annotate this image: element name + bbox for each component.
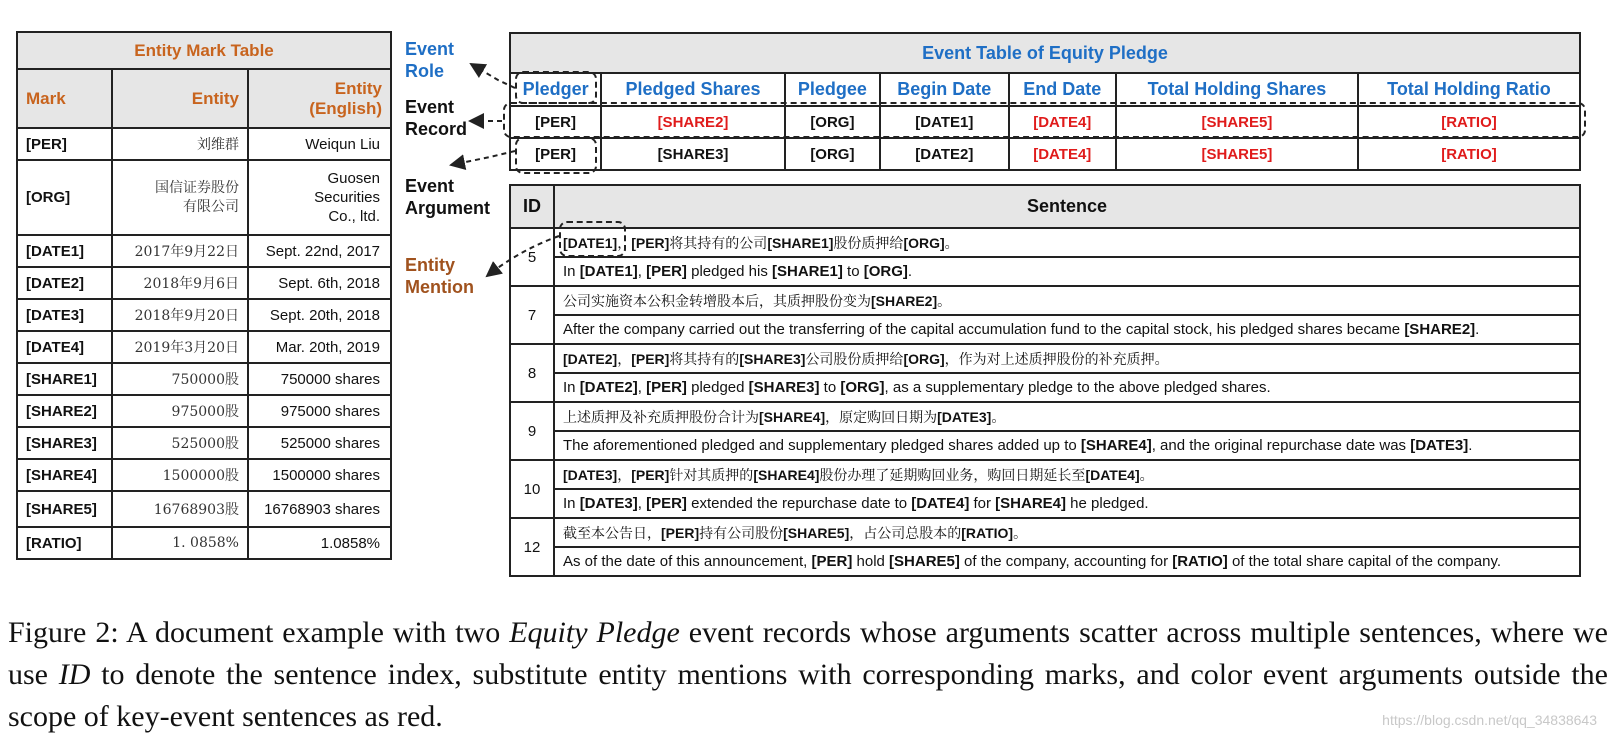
text-span: to <box>842 263 864 280</box>
entity-mark: [ORG] <box>840 379 885 396</box>
role-arrow <box>471 64 515 88</box>
entity-mark: [SHARE5] <box>783 524 850 541</box>
entity-mark: [SHARE1] <box>767 234 834 251</box>
event-header-pledged-shares: Pledged Shares <box>601 73 785 106</box>
text-span: 上述质押及补充质押股份合计为 <box>563 409 759 426</box>
sentence-id: 10 <box>510 460 554 518</box>
entity-mark: [ORG] <box>903 234 945 251</box>
entity-cell-mark: [SHARE3] <box>17 427 112 459</box>
text-span: pledged <box>686 379 749 396</box>
text-span: pledged his <box>686 263 773 280</box>
event-argument-cell: [DATE2] <box>880 138 1009 170</box>
entity-mark: [PER] <box>631 234 670 251</box>
entity-mention-label: Entity Mention <box>405 255 474 297</box>
entity-cell-zh: 975000股 <box>112 395 248 427</box>
entity-cell-mark: [SHARE5] <box>17 491 112 527</box>
text-span: , <box>637 379 647 396</box>
text-span: 。 <box>937 293 952 310</box>
entity-mark: [SHARE2] <box>1404 321 1476 338</box>
event-argument-cell: [DATE4] <box>1009 138 1116 170</box>
text-span: 。 <box>1139 467 1154 484</box>
entity-header-english: Entity (English) <box>248 69 391 128</box>
event-argument-cell: [SHARE5] <box>1116 106 1358 138</box>
mention-arrow <box>487 236 559 276</box>
text-span: event records whose arguments scatter across multiple sentences, where we use <box>8 616 1608 691</box>
entity-mark: [SHARE4] <box>995 495 1067 512</box>
entity-mark: [ORG] <box>863 263 908 280</box>
entity-cell-en: Mar. 20th, 2019 <box>248 331 391 363</box>
text-span: In <box>563 379 580 396</box>
text-span: 股份质押给 <box>833 235 904 252</box>
entity-mark: [DATE3] <box>579 495 638 512</box>
event-argument-cell: [RATIO] <box>1358 106 1580 138</box>
entity-mark: [SHARE2] <box>871 292 938 309</box>
entity-mark: [SHARE5] <box>889 553 960 570</box>
entity-mark: [PER] <box>646 495 687 512</box>
entity-header-mark: Mark <box>17 69 112 128</box>
text-span: 。 <box>944 235 959 252</box>
event-argument-cell: [ORG] <box>785 106 880 138</box>
entity-cell-zh: 525000股 <box>112 427 248 459</box>
entity-mark: [PER] <box>661 524 700 541</box>
entity-cell-zh: 2018年9月20日 <box>112 299 248 331</box>
entity-cell-zh: 2018年9月6日 <box>112 267 248 299</box>
event-argument-cell: [PER] <box>510 138 601 170</box>
event-header-pledger: Pledger <box>510 73 601 106</box>
text-span: 公司实施资本公积金转增股本后，其质押股份变为 <box>563 293 871 310</box>
text-span: to denote the sentence index, substitute entity mentions with corresponding marks, and color event arguments outside the scope of key-event sentences as red. <box>8 658 1608 733</box>
event-argument-cell: [DATE1] <box>880 106 1009 138</box>
event-header-total-holding-ratio: Total Holding Ratio <box>1358 73 1580 106</box>
text-span: . <box>907 263 913 280</box>
entity-mark: [RATIO] <box>1172 553 1228 570</box>
entity-mark: [DATE3] <box>937 408 992 425</box>
entity-mark: [ORG] <box>903 350 945 367</box>
entity-cell-en: Sept. 22nd, 2017 <box>248 235 391 267</box>
text-span: ， <box>617 351 632 368</box>
watermark: https://blog.csdn.net/qq_34838643 <box>1382 712 1597 728</box>
entity-cell-mark: [SHARE4] <box>17 459 112 491</box>
text-span: 将其持有的公司 <box>669 235 768 252</box>
event-argument-cell: [ORG] <box>785 138 880 170</box>
entity-cell-en: 525000 shares <box>248 427 391 459</box>
text-span: hold <box>852 553 890 570</box>
entity-mark: [DATE1] <box>579 263 638 280</box>
event-header-end-date: End Date <box>1009 73 1116 106</box>
text-span: In <box>563 495 580 512</box>
text-span: After the company carried out the transferring of the capital accumulation fund to the capital stock, his pledged shares became <box>563 321 1405 338</box>
entity-mark: [DATE3] <box>563 466 618 483</box>
entity-mark: [DATE2] <box>579 379 638 396</box>
event-role-label: Event Role <box>405 39 455 81</box>
text-span: , <box>637 495 647 512</box>
entity-cell-en: 975000 shares <box>248 395 391 427</box>
sentence-id: 7 <box>510 286 554 344</box>
entity-cell-zh: 750000股 <box>112 363 248 395</box>
entity-mark: [DATE4] <box>1085 466 1140 483</box>
text-span: As of the date of this announcement, <box>563 553 812 570</box>
text-span: ，作为对上述质押股份的补充质押。 <box>944 351 1169 368</box>
entity-cell-zh: 1500000股 <box>112 459 248 491</box>
italic-text: ID <box>58 658 91 691</box>
event-header-pledgee: Pledgee <box>785 73 880 106</box>
sentence-header-sentence: Sentence <box>554 185 1580 228</box>
entity-mark: [PER] <box>646 263 687 280</box>
entity-mark: [PER] <box>811 553 853 570</box>
text-span: The aforementioned pledged and supplementary pledged shares added up to <box>563 437 1081 454</box>
entity-mark: [DATE4] <box>911 495 970 512</box>
text-span: 将其持有的 <box>669 351 740 368</box>
entity-cell-en: Sept. 20th, 2018 <box>248 299 391 331</box>
entity-cell-mark: [DATE4] <box>17 331 112 363</box>
text-span: 。 <box>1013 525 1028 542</box>
sentence-id: 9 <box>510 402 554 460</box>
sentence-id: 8 <box>510 344 554 402</box>
entity-cell-en: Sept. 6th, 2018 <box>248 267 391 299</box>
entity-cell-mark: [DATE3] <box>17 299 112 331</box>
entity-cell-zh: 1. 0858% <box>112 527 248 559</box>
text-span: 针对其质押的 <box>669 467 754 484</box>
entity-mark: [SHARE1] <box>772 263 843 280</box>
entity-mark: [SHARE3] <box>748 379 820 396</box>
text-span: 股份办理了延期购回业务，购回日期延长至 <box>819 467 1086 484</box>
entity-cell-en: 750000 shares <box>248 363 391 395</box>
entity-mark: [PER] <box>646 379 687 396</box>
text-span: 公司股份质押给 <box>805 351 904 368</box>
entity-mark: [PER] <box>631 350 670 367</box>
entity-cell-mark: [DATE2] <box>17 267 112 299</box>
event-argument-cell: [PER] <box>510 106 601 138</box>
event-argument-cell: [SHARE2] <box>601 106 785 138</box>
event-argument-label: Event Argument <box>405 176 490 218</box>
italic-text: Equity Pledge <box>509 616 680 649</box>
entity-mark: [SHARE3] <box>739 350 806 367</box>
text-span: ， <box>617 467 632 484</box>
entity-cell-zh: 16768903股 <box>112 491 248 527</box>
text-span: of the company, accounting for <box>959 553 1173 570</box>
text-span: , <box>637 263 647 280</box>
entity-mark: [SHARE4] <box>1080 437 1152 454</box>
sentence-id: 12 <box>510 518 554 576</box>
event-argument-cell: [SHARE3] <box>601 138 785 170</box>
text-span: for <box>969 495 996 512</box>
entity-cell-mark: [RATIO] <box>17 527 112 559</box>
entity-mark: [DATE2] <box>563 350 618 367</box>
text-span: 截至本公告日， <box>563 525 661 542</box>
text-span: ，占公司总股本的 <box>849 525 962 542</box>
event-argument-cell: [DATE4] <box>1009 106 1116 138</box>
entity-cell-en: 1500000 shares <box>248 459 391 491</box>
event-record-label: Event Record <box>405 97 468 139</box>
entity-table-title: Entity Mark Table <box>17 32 391 69</box>
figure-caption <box>8 612 1608 737</box>
sentence-id: 5 <box>510 228 554 286</box>
entity-header-entity: Entity <box>112 69 248 128</box>
text-span: he pledged. <box>1066 495 1149 512</box>
text-span: extended the repurchase date to <box>686 495 912 512</box>
text-span: 。 <box>991 409 1006 426</box>
text-span: ，原定购回日期为 <box>825 409 938 426</box>
argument-arrow <box>451 151 515 165</box>
entity-mark: [SHARE4] <box>759 408 826 425</box>
entity-cell-mark: [PER] <box>17 128 112 160</box>
text-span: , as a supplementary pledge to the above pledged shares. <box>884 379 1271 396</box>
event-argument-cell: [SHARE5] <box>1116 138 1358 170</box>
entity-mark: [DATE3] <box>1410 437 1469 454</box>
entity-cell-mark: [DATE1] <box>17 235 112 267</box>
entity-cell-en: 1.0858% <box>248 527 391 559</box>
entity-cell-en: Guosen Securities Co., ltd. <box>248 160 391 235</box>
text-span: ， <box>617 235 632 252</box>
event-argument-cell: [RATIO] <box>1358 138 1580 170</box>
text-span: of the total share capital of the company. <box>1227 553 1501 570</box>
text-span: to <box>819 379 841 396</box>
entity-cell-zh: 国信证券股份 有限公司 <box>112 160 248 235</box>
sentence-header-id: ID <box>510 185 554 228</box>
entity-mark: [DATE1] <box>563 234 618 251</box>
text-span: , and the original repurchase date was <box>1151 437 1411 454</box>
entity-cell-zh: 刘维群 <box>112 128 248 160</box>
text-span: . <box>1468 437 1473 454</box>
text-span: 持有公司股份 <box>699 525 784 542</box>
text-span: . <box>1475 321 1480 338</box>
event-header-begin-date: Begin Date <box>880 73 1009 106</box>
entity-mark: [SHARE4] <box>753 466 820 483</box>
entity-cell-zh: 2019年3月20日 <box>112 331 248 363</box>
entity-cell-mark: [SHARE2] <box>17 395 112 427</box>
entity-cell-en: Weiqun Liu <box>248 128 391 160</box>
entity-cell-mark: [ORG] <box>17 160 112 235</box>
entity-mark: [PER] <box>631 466 670 483</box>
entity-mark: [RATIO] <box>961 524 1014 541</box>
event-header-total-holding-shares: Total Holding Shares <box>1116 73 1358 106</box>
entity-cell-en: 16768903 shares <box>248 491 391 527</box>
event-table-title: Event Table of Equity Pledge <box>510 33 1580 73</box>
text-span: In <box>563 263 580 280</box>
entity-cell-zh: 2017年9月22日 <box>112 235 248 267</box>
entity-cell-mark: [SHARE1] <box>17 363 112 395</box>
text-span: Figure 2: A document example with two <box>8 616 510 649</box>
